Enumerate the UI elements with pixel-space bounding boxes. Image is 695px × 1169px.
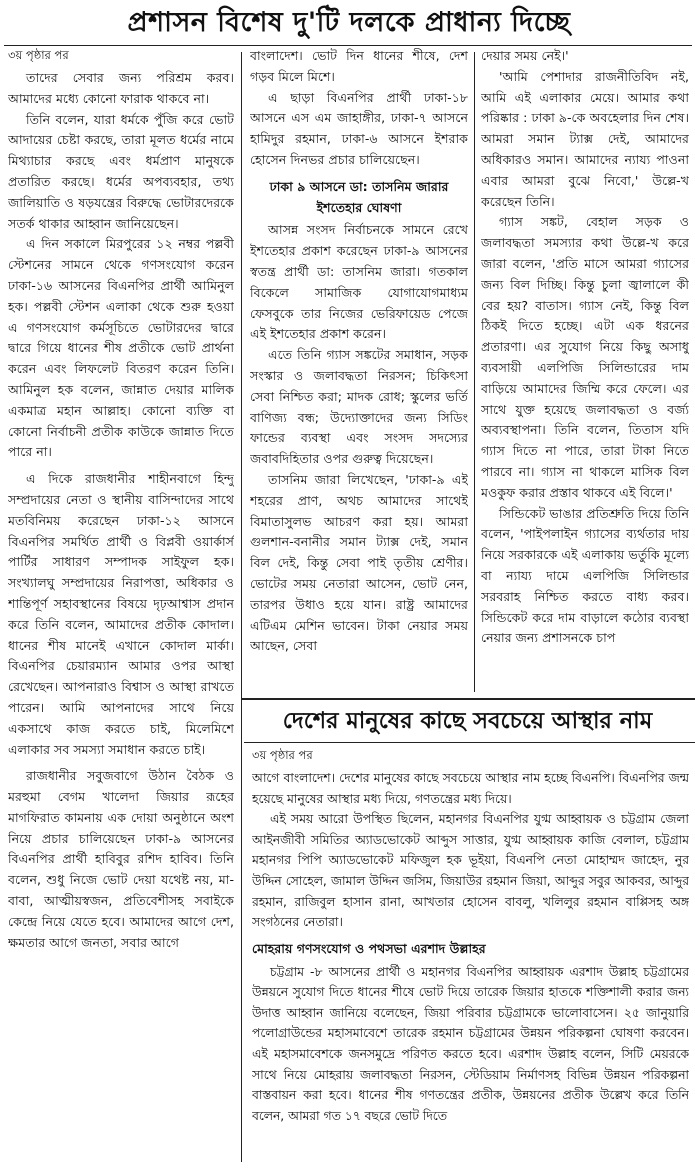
col2-paragraph-4: এতে তিনি গ্যাস সঙ্কটের সমাধান, সড়ক সংস্কার ও জলাবদ্ধতা নিরসন; চিকিৎসা সেবা নিশ্চিত করা; মাদক রোধ; স্কুলের ভর্তি বাণিজ্য বন্ধ; উদ্যোক্তাদের জন্য সিডিং ফান্ডের ব্যবস্থা এবং সংসদ সদস্যের জবাবদিহিতার ওপর গুরুত্ব দিয়েছেন। [250,347,468,467]
col2-subheading: ঢাকা ৯ আসনে ডা: তাসনিম জারার ইশতেহার ঘোষণা [269,178,449,215]
col1-paragraph-1: তাদের সেবার জন্য পরিশ্রম করব। আমাদের মধ্যে কোনো ফারাক থাকবে না। [8,70,234,106]
wide-paragraph-1: আগে বাংলাদেশ। দেশের মানুষের কাছে সবচেয়ে আস্থার নাম হচ্ছে বিএনপি। বিএনপির জন্ম হয়েছে মানুষের আস্থার মধ্য দিয়ে, গণতন্ত্রের মধ্য দিয়ে। [252,771,689,806]
col2-paragraph-3: আসন্ন সংসদ নির্বাচনকে সামনে রেখে ইশতেহার প্রকাশ করেছেন ঢাকা-৯ আসনের স্বতন্ত্র প্রার্থী ডা: তাসনিম জারা। গতকাল বিকেলে সামাজিক যোগাযোগমাধ্যম ফেসবুকে তার নিজের ভেরিফায়েড পেজে এই ইশতেহার প্রকাশ করেন। [250,222,468,342]
col2-paragraph-2: এ ছাড়া বিএনপির প্রার্থী ঢাকা-১৮ আসনে এস এম জাহাঙ্গীর, ঢাকা-৭ আসনে হামিদুর রহমান, ঢাকা-৬ আসনে ইশরাক হোসেন দিনভর প্রচার চালিয়েছেন। [250,89,468,167]
col2-paragraph-1: বাংলাদেশ। ভোট দিন ধানের শীষে, দেশ গড়ব মিলে মিশে। [250,48,468,84]
wide-subheading: মোহরায় গণসংযোগ ও পথসভা এরশাদ উল্লাহর [252,940,486,956]
wide-paragraph-2: এই সময় আরো উপস্থিত ছিলেন, মহানগর বিএনপির যুগ্ম আহ্বায়ক ও চট্টগ্রাম জেলা আইনজীবী সমিতির অ্যাডভোকেট আব্দুস সাত্তার, যুগ্ম আহ্বায়ক কাজি বেলাল, চট্টগ্রাম মহানগর পিপি অ্যাডভোকেট মফিজুল হক ভূইয়া, বিএনপি নেতা মোহাম্মদ জাহেদ, নুর উদ্দিন সোহেল, জামাল উদ্দিন জসিম, জিয়াউর রহমান জিয়া, আব্দুর সবুর আকবর, আব্দুর রহমান, রাজিবুল হাসান রানা, আখতার হোসেন বাবলু, খলিলুর রহমান বাপ্পিসহ অঙ্গ সংগঠনের নেতারা। [252,812,689,930]
col3-paragraph-4: সিন্ডিকেট ভাঙার প্রতিশ্রুতি দিয়ে তিনি বলেন, 'পাইপলাইন গ্যাসের ব্যর্থতার দায় নিয়ে সরকারকে এই এলাকায় ভর্তুকি মূল্যে বা ন্যায্য দামে এলপিজি সিলিন্ডার সরবরাহ নিশ্চিত করতে বাধ্য করব। সিন্ডিকেট করে দাম বাড়ালে কঠোর ব্যবস্থা নেয়ার জন্য প্রশাসনকে চাপ [481,505,689,646]
column-3 [481,46,689,696]
second-story-body [252,746,689,1169]
continued-from-label-2: ৩য় পৃষ্ঠার পর [252,748,313,762]
continued-from-label: ৩য় পৃষ্ঠার পর [8,48,69,62]
column-divider-1 [241,52,242,1162]
col1-paragraph-2: তিনি বলেন, যারা ধর্মকে পুঁজি করে ভোট আদায়ের চেষ্টা করছে, তারা মূলত ধর্মের নামে মিথ্যাচার করছে এবং ধর্মপ্রাণ মানুষকে প্রতারিত করছে। ধর্মের অপব্যবহার, তথ্য জালিয়াতি ও ষড়যন্ত্রের বিরুদ্ধে ভোটারদেরকে সতর্ক থাকার আহ্বান জানিয়েছেন। [8,111,234,231]
col3-paragraph-2: 'আমি পেশাদার রাজনীতিবিদ নই, আমি এই এলাকার মেয়ে। আমার কথা পরিষ্কার : ঢাকা ৯-কে অবহেলার দিন শেষ। আমরা সমান ট্যাক্স দেই, আমাদের অধিকারও সমান। আমাদের ন্যায্য পাওনা এবার আমরা বুঝে নিবো,' উল্লে-খ করেছেন তিনি। [481,68,689,209]
main-headline: প্রশাসন বিশেষ দু'টি দলকে প্রাধান্য দিচ্ছে [127,7,571,38]
col3-paragraph-1: দেয়ার সময় নেই।' [481,48,569,63]
col3-paragraph-3: গ্যাস সঙ্কট, বেহাল সড়ক ও জলাবদ্ধতা সমস্যার কথা উল্লে-খ করে জারা বলেন, 'প্রতি মাসে আমরা গ্যাসের জন্য বিল দিচ্ছি। কিন্তু চুলা জ্বালালে কী বের হয়? বাতাস। গ্যাস নেই, কিন্তু বিল ঠিকই দিতে হচ্ছে। এটা এক ধরনের প্রতারণা। এর সুযোগ নিয়ে কিছু অসাধু ব্যবসায়ী এলপিজি সিলিন্ডারের দাম বাড়িয়ে আমাদের জিম্মি করে ফেলে। এর সাথে যুক্ত হয়েছে জলাবদ্ধতা ও বর্জ্য অব্যবস্থাপনা। তিনি বলেন, তিতাস যদি গ্যাস দিতে না পারে, তারা টাকা নিতে পারবে না। গ্যাস না থাকলে মাসিক বিল মওকুফ করার প্রস্তাব থাকবে এই বিলে।' [481,214,689,500]
second-headline-rule [244,742,695,743]
wide-paragraph-3: চট্টগ্রাম -৮ আসনের প্রার্থী ও মহানগর বিএনপির আহ্বায়ক এরশাদ উল্লাহ চট্টগ্রামের উন্নয়নে সুযোগ দিতে ধানের শীষে ভোট দিয়ে তারেক জিয়ার হাতকে শক্তিশালী করার জন্য উদাত্ত আহ্বান জানিয়ে বলেছেন, জিয়া পরিবার চট্টগ্রামকে ভালোবাসেন। ২৫ জানুয়ারি পলোগ্রাউন্ডের মহাসমাবেশে তারেক রহমান চট্টগ্রামের উন্নয়ন পরিকল্পনা ঘোষণা করবেন। এই মহাসমাবেশকে জনসমুদ্রে পরিণত করতে হবে। এরশাদ উল্লাহ বলেন, সিটি মেয়রকে সাথে নিয়ে মোহরায় জলাবদ্ধতা নিরসন, স্টেডিয়াম নির্মাণসহ বিভিন্ন উন্নয়ন পরিকল্পনা বাস্তবায়ন করা হবে। ধানের শীষ গণতন্ত্রের প্রতীক, উন্নয়নের প্রতীক উল্লেখ করে তিনি বলেন, আমরা গত ১৭ বছরে ভোট দিতে [252,964,689,1123]
column-divider-2 [474,52,475,692]
second-headline: দেশের মানুষের কাছে সবচেয়ে আস্থার নাম [282,708,653,734]
col2-paragraph-5: তাসনিম জারা লিখেছেন, 'ঢাকা-৯ এই শহরের প্রাণ, অথচ আমাদের সাথেই বিমাতাসুলভ আচরণ করা হয়। আমরা গুলশান-বনানীর সমান ট্যাক্স দেই, সমান বিল দেই, কিন্তু সেবা পাই তৃতীয় শ্রেণীর। ভোটের সময় নেতারা আসেন, ভোট নেন, তারপর উধাও হয়ে যান। রাষ্ট্র আমাদের এটিএম মেশিন ভাবেন। টাকা নেয়ার সময় আছেন, সেবা [250,471,468,654]
col1-paragraph-3: এ দিন সকালে মিরপুরের ১২ নম্বর পল্লবী স্টেশনের সামনে থেকে গণসংযোগ করেন ঢাকা-১৬ আসনের বিএনপির প্রার্থী আমিনুল হক। পল্লবী স্টেশন এলাকা থেকে শুরু হওয়া এ গণসংযোগ কর্মসূচিতে ভোটারদের দ্বারে দ্বারে গিয়ে ধানের শীষ প্রতীকে ভোট প্রার্থনা করেন এবং লিফলেট বিতরণ করেন তিনি। আমিনুল হক বলেন, জান্নাত দেয়ার মালিক একমাত্র মহান আল্লাহ। কোনো ব্যক্তি বা কোনো নির্বাচনী প্রতীক কাউকে জান্নাত দিতে পারে না। [8,236,234,460]
col1-paragraph-5: রাজধানীর সবুজবাগে উঠান বৈঠক ও মরহুমা বেগম খালেদা জিয়ার রূহের মাগফিরাত কামনায় এক দোয়া অনুষ্ঠানে অংশ নিয়ে প্রচার চালিয়েছেন ঢাকা-৯ আসনের বিএনপির প্রার্থী হাবিবুর রশিদ হাবিব। তিনি বলেন, শুধু নিজে ভোট দেয়া যথেষ্ট নয়, মা-বাবা, আত্মীয়স্বজন, প্রতিবেশীসহ সবাইকে কেন্দ্রে নিয়ে যেতে হবে। আমাদের আগে দেশ, ক্ষমতার আগে জনতা, সবার আগে [8,768,234,950]
col1-paragraph-4: এ দিকে রাজধানীর শাহীনবাগে হিন্দু সম্প্রদায়ের নেতা ও স্থানীয় বাসিন্দাদের সাথে মতবিনিময় করেছেন ঢাকা-১২ আসনে বিএনপির সমর্থিত প্রার্থী ও বিপ্লবী ওয়ার্কার্স পার্টির সাধারণ সম্পাদক সাইফুল হক। সংখ্যালঘু সম্প্রদায়ের নিরাপত্তা, অধিকার ও শান্তিপূর্ণ সহাবস্থানের বিষয়ে দৃঢ়আশ্বাস প্রদান করে তিনি বলেন, আমাদের প্রতীক কোদাল। ধানের শীষ মানেই এখানে কোদাল মার্কা। বিএনপির চেয়ারম্যান আমার ওপর আস্থা রেখেছেন। আপনারাও বিশ্বাস ও আস্থা রাখতে পারেন। আমি আপনাদের সাথে নিয়ে একসাথে কাজ করতে চাই, মিলেমিশে এলাকার সব সমস্যা সমাধান করতে চাই। [8,471,234,757]
column-1 [8,46,234,1169]
column-2 [250,46,468,696]
